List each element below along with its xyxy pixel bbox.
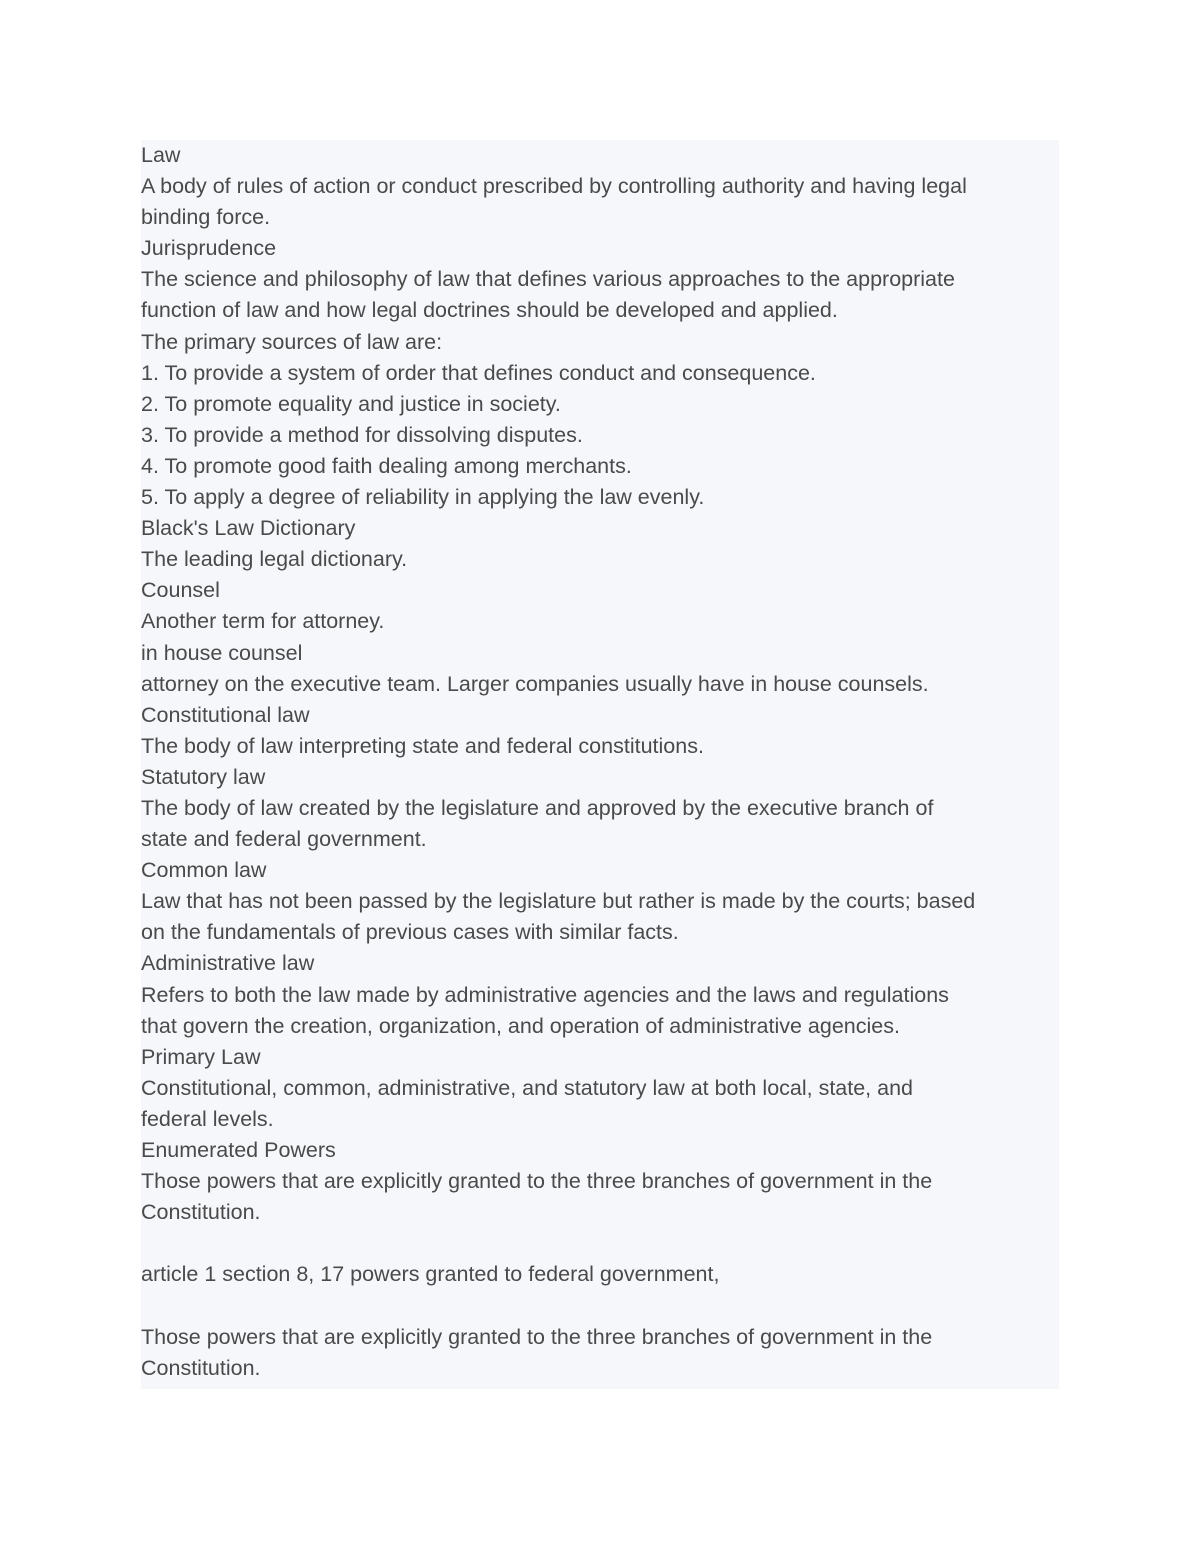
- definition-primary-law-line-2: federal levels.: [141, 1106, 274, 1131]
- list-item-1: 1. To provide a system of order that defines conduct and consequence.: [141, 360, 816, 385]
- term-law: Law: [141, 143, 181, 167]
- list-item-4: 4. To promote good faith dealing among merchants.: [141, 453, 632, 478]
- flashcard-text-block: [141, 140, 1059, 1389]
- definition-in-house-counsel: attorney on the executive team. Larger companies usually have in house counsels.: [141, 671, 929, 696]
- term-jurisprudence: Jurisprudence: [141, 236, 277, 261]
- term-counsel: Counsel: [141, 578, 220, 603]
- list-item-3: 3. To provide a method for dissolving disputes.: [141, 422, 583, 447]
- repeat-definition-line-2: Constitution.: [141, 1355, 261, 1380]
- definition-counsel: Another term for attorney.: [141, 609, 385, 634]
- term-in-house-counsel: in house counsel: [141, 640, 303, 665]
- definition-statutory-law-line-2: state and federal government.: [141, 827, 427, 852]
- definition-common-law-line-1: Law that has not been passed by the legislature but rather is made by the courts; based: [141, 889, 976, 914]
- list-item-5: 5. To apply a degree of reliability in applying the law evenly.: [141, 485, 705, 510]
- blank-line-2: [141, 1290, 1059, 1321]
- definition-law-line-1: A body of rules of action or conduct prescribed by controlling authority and having legal: [141, 174, 967, 199]
- note-article-section: article 1 section 8, 17 powers granted to federal government,: [141, 1262, 720, 1287]
- definition-enumerated-powers-line-2: Constitution.: [141, 1200, 261, 1225]
- blank-line-1: [141, 1228, 1059, 1259]
- definition-primary-law-line-1: Constitutional, common, administrative, and statutory law at both local, state, and: [141, 1075, 914, 1100]
- term-constitutional-law: Constitutional law: [141, 702, 310, 727]
- definition-common-law-line-2: on the fundamentals of previous cases with similar facts.: [141, 920, 679, 945]
- term-blacks-law-dictionary: Black's Law Dictionary: [141, 516, 356, 541]
- definition-blacks-law-dictionary: The leading legal dictionary.: [141, 547, 408, 572]
- definition-enumerated-powers-line-1: Those powers that are explicitly granted to the three branches of government in the: [141, 1169, 933, 1194]
- list-item-2: 2. To promote equality and justice in society.: [141, 391, 561, 416]
- definition-law-line-2: binding force.: [141, 205, 271, 230]
- definition-statutory-law-line-1: The body of law created by the legislature and approved by the executive branch of: [141, 795, 934, 820]
- text-lines: [141, 140, 1059, 1384]
- term-common-law: Common law: [141, 858, 267, 883]
- term-primary-sources: The primary sources of law are:: [141, 329, 443, 354]
- definition-jurisprudence-line-1: The science and philosophy of law that defines various approaches to the appropriate: [141, 267, 955, 292]
- term-enumerated-powers: Enumerated Powers: [141, 1138, 336, 1162]
- term-statutory-law: Statutory law: [141, 764, 266, 789]
- definition-administrative-law-line-2: that govern the creation, organization, and operation of administrative agencies.: [141, 1013, 900, 1038]
- term-primary-law: Primary Law: [141, 1044, 261, 1069]
- definition-constitutional-law: The body of law interpreting state and federal constitutions.: [141, 733, 704, 758]
- definition-jurisprudence-line-2: function of law and how legal doctrines should be developed and applied.: [141, 298, 838, 323]
- term-administrative-law: Administrative law: [141, 951, 315, 976]
- definition-administrative-law-line-1: Refers to both the law made by administrative agencies and the laws and regulations: [141, 982, 949, 1007]
- repeat-definition-line-1: Those powers that are explicitly granted to the three branches of government in the: [141, 1324, 933, 1349]
